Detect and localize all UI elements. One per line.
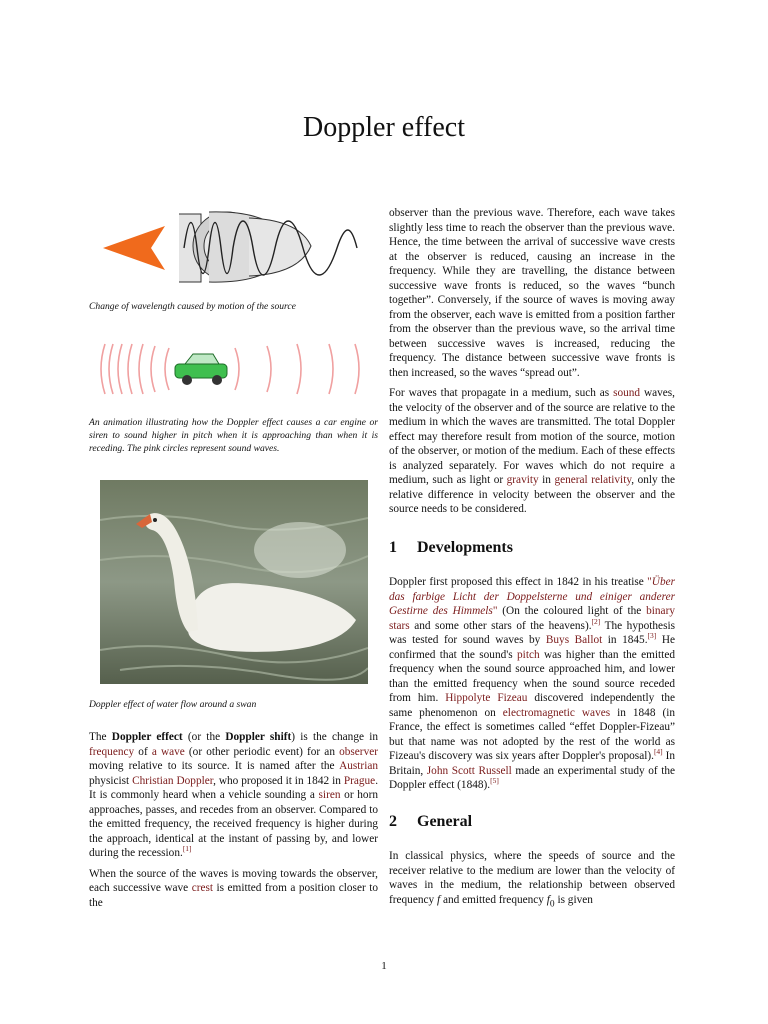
text-run: . It is commonly heard when a vehicle sounding a bbox=[89, 774, 379, 801]
text-run: In classical physics, where the speeds of source and the receiver relative to the medium are lower than the velocity of waves in the medium, the relationship between observed frequency bbox=[389, 850, 675, 906]
text-run: He confirmed that the sound's bbox=[389, 634, 676, 661]
text-run: The bbox=[89, 731, 112, 743]
text-run: , only the relative difference in velocity between the observer and the source needs to be considered. bbox=[389, 474, 675, 515]
text-run: is emitted from a position closer to the bbox=[89, 882, 378, 909]
wiki-link[interactable]: Buys Ballot bbox=[545, 634, 603, 646]
section-heading bbox=[389, 538, 675, 556]
intro-paragraph bbox=[389, 386, 675, 517]
text-run: was higher than the emitted frequency when the sound source approached him, and lower than the emitted frequency when the sound source receded from him. bbox=[389, 648, 675, 704]
page-number: 1 bbox=[381, 960, 387, 972]
text-run: of bbox=[134, 745, 152, 758]
citation-link[interactable]: [5] bbox=[490, 776, 499, 786]
intro-paragraph bbox=[89, 730, 378, 861]
wavefront-diagram bbox=[89, 204, 378, 294]
text-run: f bbox=[436, 893, 441, 906]
wiki-link[interactable]: a wave bbox=[151, 745, 185, 758]
wiki-link[interactable]: frequency bbox=[89, 745, 135, 758]
wiki-link[interactable]: John Scott Russell bbox=[426, 764, 512, 777]
section-paragraph bbox=[389, 575, 675, 793]
section-number: 2 bbox=[389, 812, 397, 830]
source-direction-arrow bbox=[103, 226, 165, 270]
car-icon bbox=[175, 354, 227, 385]
wiki-link[interactable]: sound bbox=[613, 387, 641, 399]
text-run: (or other periodic event) for an bbox=[184, 745, 340, 758]
wiki-link[interactable]: Hippolyte Fizeau bbox=[445, 692, 528, 704]
text-run: in bbox=[538, 474, 555, 486]
bold-term: Doppler effect bbox=[111, 731, 183, 743]
section-heading bbox=[389, 812, 675, 830]
text-run: or horn approaches, passes, and recedes from an observer. Compared to the emitted frequency, the received frequency is higher during the approach, identical at the instant of passing by, and lower during the recession. bbox=[89, 789, 378, 859]
wiki-link[interactable]: Prague bbox=[343, 774, 376, 787]
page-title: Doppler effect bbox=[303, 112, 465, 143]
right-column bbox=[389, 206, 675, 917]
text-run: (On the coloured light of the bbox=[497, 605, 647, 617]
text-run: Doppler first proposed this effect in 1842 in his treatise bbox=[389, 576, 648, 588]
intro-paragraph-continued bbox=[389, 206, 675, 380]
text-run: (or the bbox=[182, 731, 226, 743]
wiki-link[interactable]: Über das farbige Licht der Doppelsterne und einiger anderer Gestirne des Himmels bbox=[389, 576, 675, 617]
text-run: For waves that propagate in a medium, such as bbox=[389, 387, 614, 399]
figure-caption: Doppler effect of water flow around a swan bbox=[89, 699, 257, 710]
citation-link[interactable]: [2] bbox=[591, 616, 601, 626]
section-title: Developments bbox=[417, 538, 513, 556]
wiki-link[interactable]: pitch bbox=[517, 648, 540, 661]
text-run: observer than the previous wave. Therefore, each wave takes slightly less time to reach the observer than the previous wave. Hence, the time between the arrival of successive wave crests at the observer is reduced, causing an increase in the frequency. While they are travelling, the distance between successive wave fronts is reduced, so the waves “bunch together”. Conversely, if the source of waves is moving away from the observer, each wave is emitted from a position farther from the observer than the previous wave, so the arrival time between successive waves is increased, reducing the frequency. The distance between successive wave fronts is then increased, so the waves “spread out”. bbox=[389, 207, 675, 379]
text-run: in 1845. bbox=[602, 634, 648, 646]
figure-car-animation bbox=[89, 338, 378, 400]
text-run: and emitted frequency bbox=[440, 893, 547, 906]
figure-caption: Change of wavelength caused by motion of the source bbox=[89, 301, 296, 312]
section-title: General bbox=[417, 812, 473, 830]
wiki-link[interactable]: observer bbox=[339, 745, 378, 758]
wiki-link[interactable]: " bbox=[647, 576, 652, 588]
wiki-link[interactable]: binary stars bbox=[389, 605, 675, 632]
section-paragraph bbox=[389, 849, 675, 911]
wiki-link[interactable]: electromagnetic waves bbox=[502, 706, 611, 719]
car-sound-waves bbox=[89, 338, 378, 400]
left-column bbox=[89, 730, 378, 916]
text-run: moving relative to its source. It is named after the bbox=[89, 760, 340, 772]
bold-term: Doppler shift bbox=[225, 731, 292, 743]
text-run: When the source of the waves is moving towards the observer, each successive wave bbox=[89, 867, 378, 894]
wiki-link[interactable]: Austrian bbox=[339, 760, 378, 772]
text-run: is given bbox=[554, 893, 593, 906]
swan-photo bbox=[100, 480, 368, 684]
citation-link[interactable]: [3] bbox=[647, 631, 657, 641]
text-run: f bbox=[546, 893, 550, 906]
section-number: 1 bbox=[389, 538, 397, 556]
wiki-link[interactable]: general relativity bbox=[554, 474, 632, 486]
subscript: 0 bbox=[549, 898, 555, 909]
text-run: , who proposed it in 1842 in bbox=[213, 774, 344, 787]
citation-link[interactable]: [1] bbox=[182, 844, 192, 854]
text-run: waves, the velocity of the observer and of the source are relative to the medium in which the waves are transmitted. The total Doppler effect may therefore result from motion of the source, motion of the observer, or motion of the medium. Each of these effects is analyzed separately. For waves which do not require a medium, such as light or bbox=[389, 387, 675, 486]
wiki-link[interactable]: " bbox=[492, 605, 498, 617]
wiki-link[interactable]: siren bbox=[318, 789, 341, 801]
text-run: in 1848 (in France, the effect is sometimes called “effet Doppler-Fizeau” but that name was not adopted by the rest of the world as Fizeau's discovery was six years after Doppler's proposal). bbox=[389, 706, 675, 762]
text-run: made an experimental study of the Doppler effect (1848). bbox=[389, 764, 675, 791]
text-run: discovered independently the same phenomenon on bbox=[389, 692, 675, 719]
figure-caption: An animation illustrating how the Doppler effect causes a car engine or siren to sound higher in pitch when it is approaching than when it is receding. The pink circles represent sound waves. bbox=[89, 417, 378, 454]
wiki-link[interactable]: Christian Doppler bbox=[132, 774, 214, 787]
text-run: The hypothesis was tested for sound waves by bbox=[389, 619, 675, 646]
citation-link[interactable]: [4] bbox=[653, 747, 663, 757]
text-run: and some other stars of the heavens). bbox=[409, 619, 592, 632]
intro-paragraph bbox=[89, 867, 378, 911]
text-run: In Britain, bbox=[389, 750, 675, 777]
figure-wavelength bbox=[89, 204, 378, 294]
wiki-link[interactable]: crest bbox=[191, 882, 214, 894]
text-run: ) is the change in bbox=[291, 731, 378, 743]
wiki-link[interactable]: gravity bbox=[506, 474, 539, 486]
text-run: physicist bbox=[89, 774, 133, 787]
